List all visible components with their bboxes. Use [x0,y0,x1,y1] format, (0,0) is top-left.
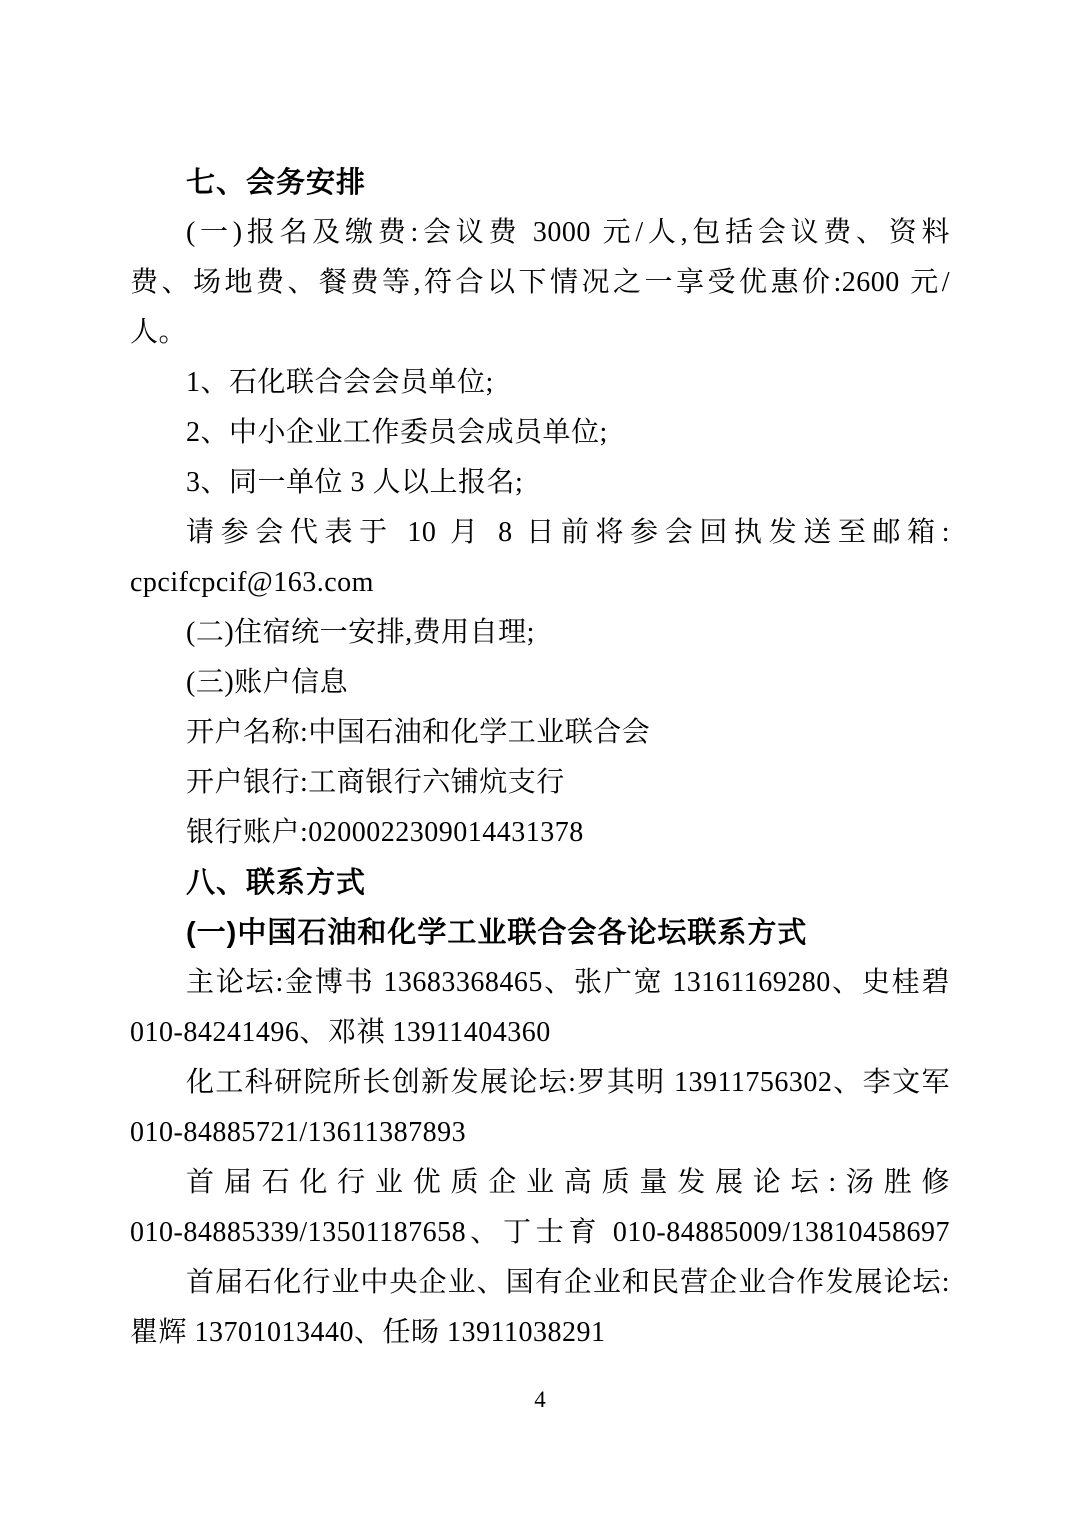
main-forum-contacts-line-1: 主论坛:金博书 13683368465、张广宽 13161169280、史桂碧 [186,967,950,998]
fee-paragraph-line-2: 费、场地费、餐费等,符合以下情况之一享受优惠价:2600 元/ [130,267,950,298]
discount-item-3: 3、同一单位 3 人以上报名; [186,467,524,498]
account-info-heading: (三)账户信息 [186,667,349,698]
account-name: 开户名称:中国石油和化学工业联合会 [186,717,651,748]
section-8-heading: 八、联系方式 [186,867,367,899]
page-number: 4 [534,1387,546,1412]
cooperation-forum-contacts-line-2: 瞿辉 13701013440、任旸 13911038291 [130,1317,606,1348]
account-bank: 开户银行:工商银行六铺炕支行 [186,767,565,798]
reply-deadline-line: 请参会代表于 10 月 8 日前将参会回执发送至邮箱: [186,517,950,548]
fee-paragraph-line-1: (一)报名及缴费:会议费 3000 元/人,包括会议费、资料 [186,217,950,248]
quality-forum-contacts-line-1: 首届石化行业优质企业高质量发展论坛:汤胜修 [186,1167,950,1198]
main-forum-contacts-line-2: 010-84241496、邓祺 13911404360 [130,1017,551,1048]
reply-email: cpcifcpcif@163.com [130,567,374,598]
cooperation-forum-contacts-line-1: 首届石化行业中央企业、国有企业和民营企业合作发展论坛: [186,1267,950,1298]
section-8-sub-heading: (一)中国石油和化学工业联合会各论坛联系方式 [186,917,808,949]
lodging-item: (二)住宿统一安排,费用自理; [186,617,535,648]
fee-paragraph-line-3: 人。 [130,317,188,348]
section-7-heading: 七、会务安排 [186,167,367,199]
discount-item-2: 2、中小企业工作委员会成员单位; [186,417,608,448]
research-forum-contacts-line-1: 化工科研院所长创新发展论坛:罗其明 13911756302、李文军 [186,1067,950,1098]
account-number: 银行账户:0200022309014431378 [186,817,584,848]
discount-item-1: 1、石化联合会会员单位; [186,367,494,398]
research-forum-contacts-line-2: 010-84885721/13611387893 [130,1117,467,1148]
quality-forum-contacts-line-2: 010-84885339/13501187658、丁士育 010-84885009/13810458697 [130,1217,950,1248]
